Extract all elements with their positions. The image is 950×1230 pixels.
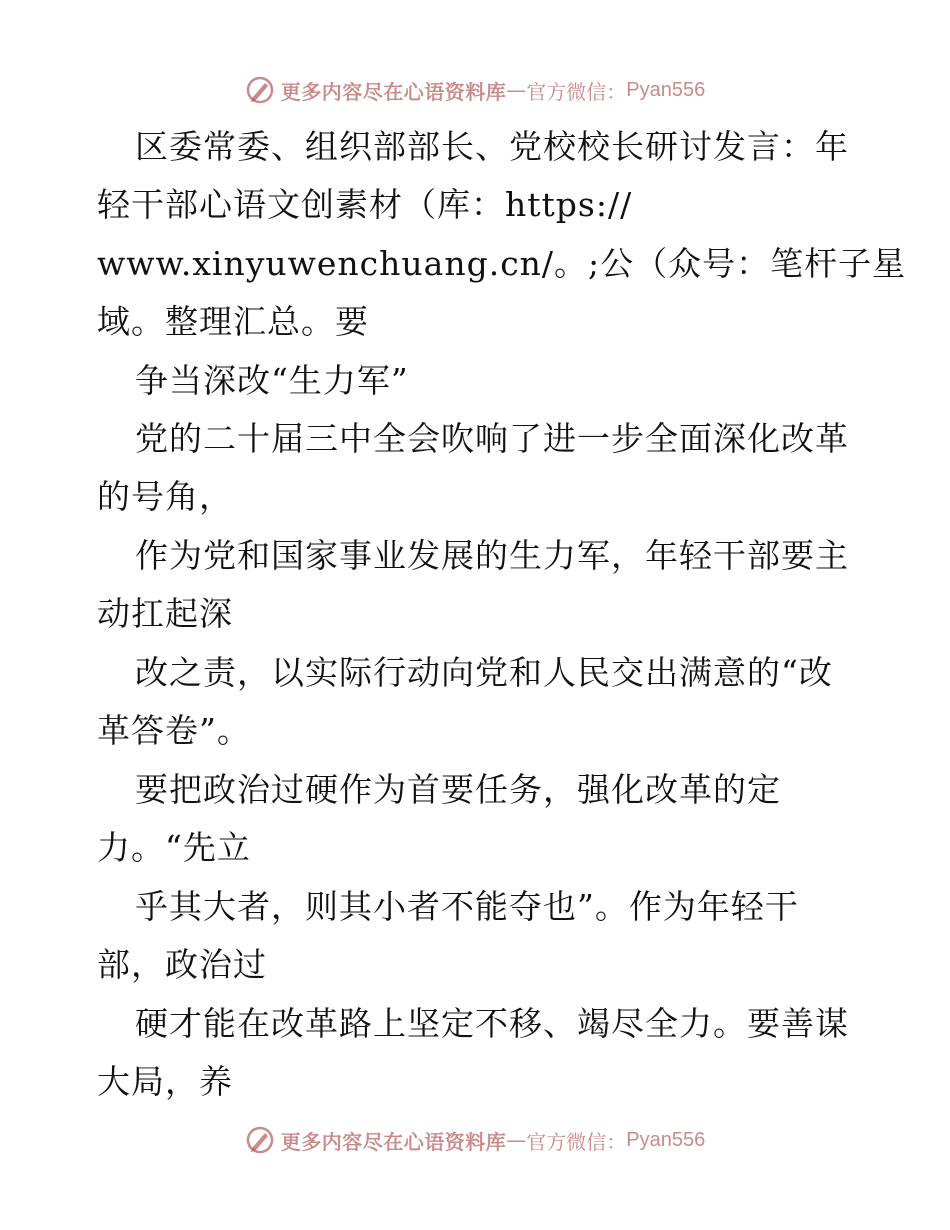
banner-wechat-id: Pyan556: [626, 1128, 706, 1151]
pen-logo-icon: [245, 1125, 275, 1155]
text-line: 力。“先立: [97, 828, 251, 867]
header-watermark-banner: [0, 70, 950, 110]
text-line: 要把政治过硬作为首要任务，强化改革的定: [135, 770, 781, 809]
text-line: 革答卷”。: [97, 711, 251, 750]
banner-separator: —: [506, 78, 527, 102]
banner-wechat-label: 官方微信：: [526, 1129, 627, 1154]
text-line: 争当深改“生力军”: [135, 361, 409, 400]
banner-separator: —: [506, 1128, 527, 1152]
text-line: 的号角，: [97, 477, 233, 516]
text-line: 动扛起深: [97, 594, 233, 633]
text-line: 轻干部心语文创素材（库：https://: [97, 185, 633, 224]
banner-text: 更多内容尽在心语资料库: [280, 1129, 507, 1154]
text-line: 乎其大者，则其小者不能夺也”。作为年轻干: [135, 887, 799, 926]
text-line: 域。整理汇总。要: [97, 302, 369, 341]
text-line: www.xinyuwenchuang.cn/。;公（众号：笔杆子星: [97, 244, 907, 283]
text-line: 党的二十届三中全会吹响了进一步全面深化改革: [135, 419, 849, 458]
text-line: 硬才能在改革路上坚定不移、竭尽全力。要善谋: [135, 1004, 849, 1043]
banner-text: 更多内容尽在心语资料库: [280, 79, 507, 104]
text-line: 作为党和国家事业发展的生力军，年轻干部要主: [135, 536, 849, 575]
banner-wechat-id: Pyan556: [626, 78, 706, 101]
text-line: 大局，养: [97, 1062, 233, 1101]
banner-wechat-label: 官方微信：: [526, 79, 627, 104]
footer-watermark-banner: [0, 1120, 950, 1160]
text-line: 部，政治过: [97, 945, 267, 984]
text-line: 改之责，以实际行动向党和人民交出满意的“改: [135, 653, 833, 692]
pen-logo-icon: [245, 75, 275, 105]
text-line: 区委常委、组织部部长、党校校长研讨发言：年: [135, 127, 849, 166]
